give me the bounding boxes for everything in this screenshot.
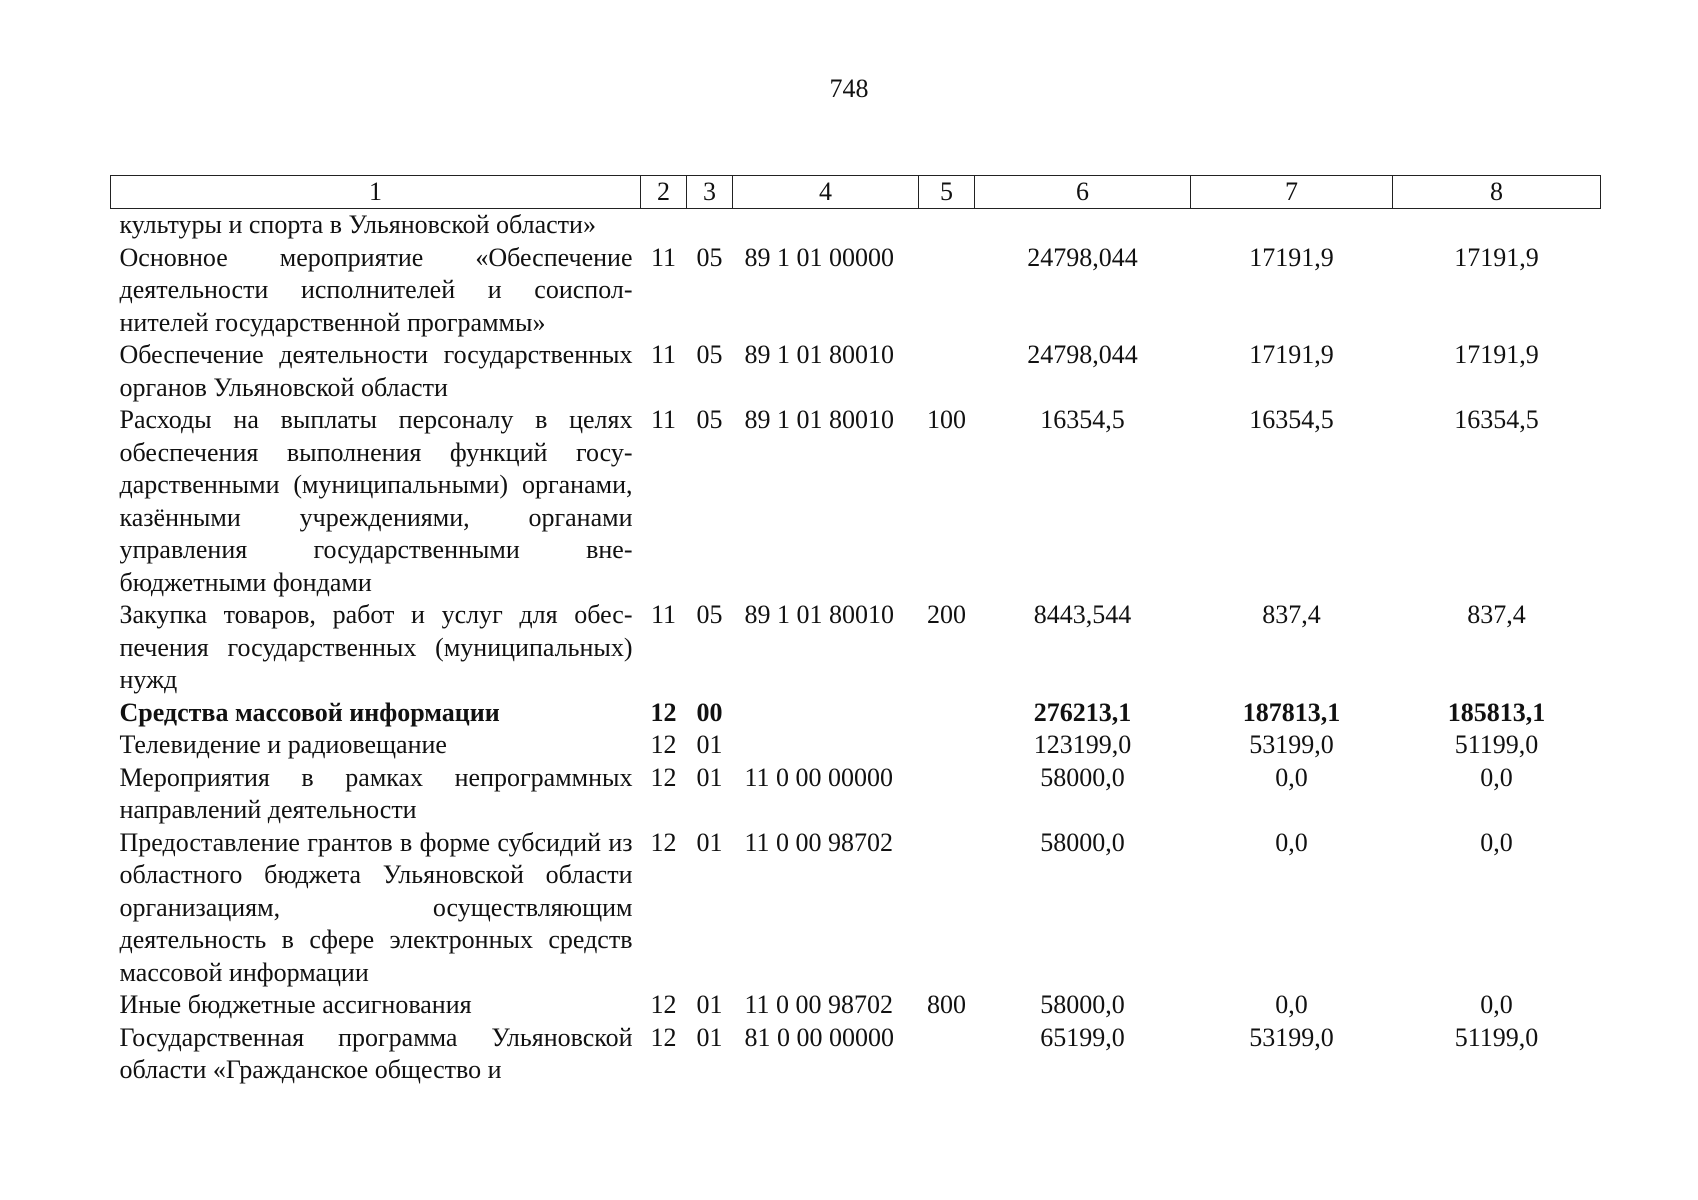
row-subsection-code: 05 bbox=[696, 242, 723, 272]
row-name: Обеспечение деятельности государственных органов Ульяновской области bbox=[119, 340, 633, 402]
row-target-article bbox=[733, 697, 919, 730]
row-name: Средства массовой информации bbox=[119, 697, 500, 727]
row-amount-col8: 17191,9 bbox=[1454, 242, 1539, 272]
row-amount-col6: 24798,044 bbox=[1027, 242, 1138, 272]
row-name: Государственная программа Ульяновской области «Гражданское общество и bbox=[119, 1022, 633, 1084]
row-subsection-code: 01 bbox=[696, 1022, 723, 1052]
row-section-code: 11 bbox=[650, 600, 677, 629]
header-col-3: 3 bbox=[687, 176, 733, 209]
table-row bbox=[111, 599, 1601, 697]
row-subsection-code: 01 bbox=[696, 730, 723, 759]
row-subsection-code bbox=[687, 209, 733, 242]
row-amount-col6: 58000,0 bbox=[1040, 762, 1125, 792]
row-amount-col8: 51199,0 bbox=[1454, 730, 1539, 759]
row-section-code: 11 bbox=[650, 405, 677, 434]
row-expense-type: 100 bbox=[927, 405, 966, 434]
row-target-article: 11 0 00 00000 bbox=[744, 762, 894, 792]
table-header bbox=[111, 176, 1601, 209]
row-expense-type bbox=[919, 209, 975, 242]
row-target-article: 81 0 00 00000 bbox=[744, 1022, 894, 1052]
row-amount-col7: 0,0 bbox=[1275, 827, 1308, 857]
row-expense-type bbox=[919, 697, 975, 730]
header-col-1: 1 bbox=[111, 176, 641, 209]
row-subsection-code: 01 bbox=[696, 827, 723, 857]
row-name: Телевидение и радиовещание bbox=[119, 730, 447, 759]
row-amount-col8: 0,0 bbox=[1480, 762, 1513, 792]
row-expense-type bbox=[919, 729, 975, 762]
table-row bbox=[111, 404, 1601, 599]
table-row bbox=[111, 762, 1601, 827]
table-row bbox=[111, 827, 1601, 990]
row-name: Основное мероприятие «Обеспечение деятельности исполнителей и соисполнителей государственной программы» bbox=[119, 242, 633, 337]
page-number: 748 bbox=[829, 74, 869, 103]
table-row bbox=[111, 209, 1601, 242]
row-amount-col7: 53199,0 bbox=[1249, 1022, 1334, 1052]
header-col-5: 5 bbox=[919, 176, 975, 209]
header-row bbox=[111, 176, 1601, 209]
row-section-code: 12 bbox=[650, 762, 677, 792]
row-amount-col7: 0,0 bbox=[1275, 990, 1308, 1019]
row-expense-type: 200 bbox=[927, 600, 966, 629]
row-amount-col8: 16354,5 bbox=[1454, 405, 1539, 434]
row-name: Мероприятия в рамках непрограммных направлений деятельности bbox=[119, 762, 633, 824]
row-amount-col7: 16354,5 bbox=[1249, 405, 1334, 434]
row-amount-col6: 276213,1 bbox=[1033, 697, 1132, 727]
table-row bbox=[111, 242, 1601, 340]
row-amount-col8: 837,4 bbox=[1467, 600, 1526, 629]
header-col-6: 6 bbox=[975, 176, 1191, 209]
row-expense-type: 800 bbox=[927, 990, 966, 1019]
row-target-article: 89 1 01 80010 bbox=[744, 340, 894, 369]
row-section-code: 12 bbox=[650, 697, 677, 727]
row-section-code: 12 bbox=[650, 730, 677, 759]
row-subsection-code: 00 bbox=[696, 697, 723, 727]
row-amount-col7: 53199,0 bbox=[1249, 730, 1334, 759]
row-section-code: 12 bbox=[650, 827, 677, 857]
row-amount-col8: 51199,0 bbox=[1454, 1022, 1539, 1052]
row-target-article: 89 1 01 80010 bbox=[744, 405, 894, 434]
row-expense-type bbox=[919, 1022, 975, 1087]
row-amount-col6: 24798,044 bbox=[1027, 340, 1138, 369]
table-row bbox=[111, 729, 1601, 762]
header-col-4: 4 bbox=[733, 176, 919, 209]
table-row bbox=[111, 339, 1601, 404]
row-subsection-code: 05 bbox=[696, 340, 723, 369]
budget-table bbox=[110, 175, 1601, 1087]
row-expense-type bbox=[919, 339, 975, 404]
row-target-article: 11 0 00 98702 bbox=[744, 827, 894, 857]
row-amount-col8: 0,0 bbox=[1480, 827, 1513, 857]
row-section-code: 11 bbox=[650, 242, 677, 272]
row-name: Расходы на выплаты персоналу в целях обеспечения выполнения функций государственными (муниципальными) органами, казёнными учреждениями, органами управления государственными внебюджетными фондами bbox=[119, 405, 633, 597]
row-amount-col8: 0,0 bbox=[1480, 990, 1513, 1019]
row-target-article: 89 1 01 80010 bbox=[744, 600, 894, 629]
header-col-7: 7 bbox=[1191, 176, 1393, 209]
row-amount-col6: 8443,544 bbox=[1033, 600, 1132, 629]
header-col-2: 2 bbox=[641, 176, 687, 209]
row-target-article bbox=[733, 209, 919, 242]
row-expense-type bbox=[919, 762, 975, 827]
row-name: Иные бюджетные ассигнования bbox=[119, 990, 472, 1019]
row-target-article: 89 1 01 00000 bbox=[744, 242, 894, 272]
row-amount-col8 bbox=[1393, 209, 1601, 242]
row-expense-type bbox=[919, 242, 975, 340]
row-amount-col6: 123199,0 bbox=[1033, 730, 1132, 759]
row-amount-col7 bbox=[1191, 209, 1393, 242]
row-target-article: 11 0 00 98702 bbox=[744, 990, 894, 1019]
row-amount-col7: 0,0 bbox=[1275, 762, 1308, 792]
row-amount-col6 bbox=[975, 209, 1191, 242]
row-amount-col7: 837,4 bbox=[1262, 600, 1321, 629]
row-amount-col8: 185813,1 bbox=[1447, 697, 1546, 727]
row-subsection-code: 05 bbox=[696, 405, 723, 434]
row-section-code: 12 bbox=[650, 1022, 677, 1052]
row-section-code bbox=[641, 209, 687, 242]
row-name: Предоставление грантов в форме субсидий из областного бюджета Ульяновской области организациям, осуществляющим деятельность в сфере электронных средств массовой информации bbox=[119, 827, 633, 987]
row-subsection-code: 05 bbox=[696, 600, 723, 629]
row-amount-col7: 17191,9 bbox=[1249, 340, 1334, 369]
table-row bbox=[111, 989, 1601, 1022]
row-amount-col6: 58000,0 bbox=[1040, 827, 1125, 857]
row-name: Закупка товаров, работ и услуг для обеспечения государственных (муниципальных) нужд bbox=[119, 600, 633, 694]
row-amount-col6: 16354,5 bbox=[1040, 405, 1125, 434]
row-target-article bbox=[733, 729, 919, 762]
row-amount-col8: 17191,9 bbox=[1454, 340, 1539, 369]
row-amount-col6: 58000,0 bbox=[1040, 990, 1125, 1019]
row-amount-col7: 17191,9 bbox=[1249, 242, 1334, 272]
row-amount-col7: 187813,1 bbox=[1242, 697, 1341, 727]
row-subsection-code: 01 bbox=[696, 990, 723, 1019]
table-row bbox=[111, 697, 1601, 730]
header-col-8: 8 bbox=[1393, 176, 1601, 209]
row-amount-col6: 65199,0 bbox=[1040, 1022, 1125, 1052]
row-section-code: 11 bbox=[650, 340, 677, 369]
table-body bbox=[111, 209, 1601, 1087]
row-section-code: 12 bbox=[650, 990, 677, 1019]
row-expense-type bbox=[919, 827, 975, 990]
row-subsection-code: 01 bbox=[696, 762, 723, 792]
row-name: культуры и спорта в Ульяновской области» bbox=[119, 210, 596, 239]
table-row bbox=[111, 1022, 1601, 1087]
